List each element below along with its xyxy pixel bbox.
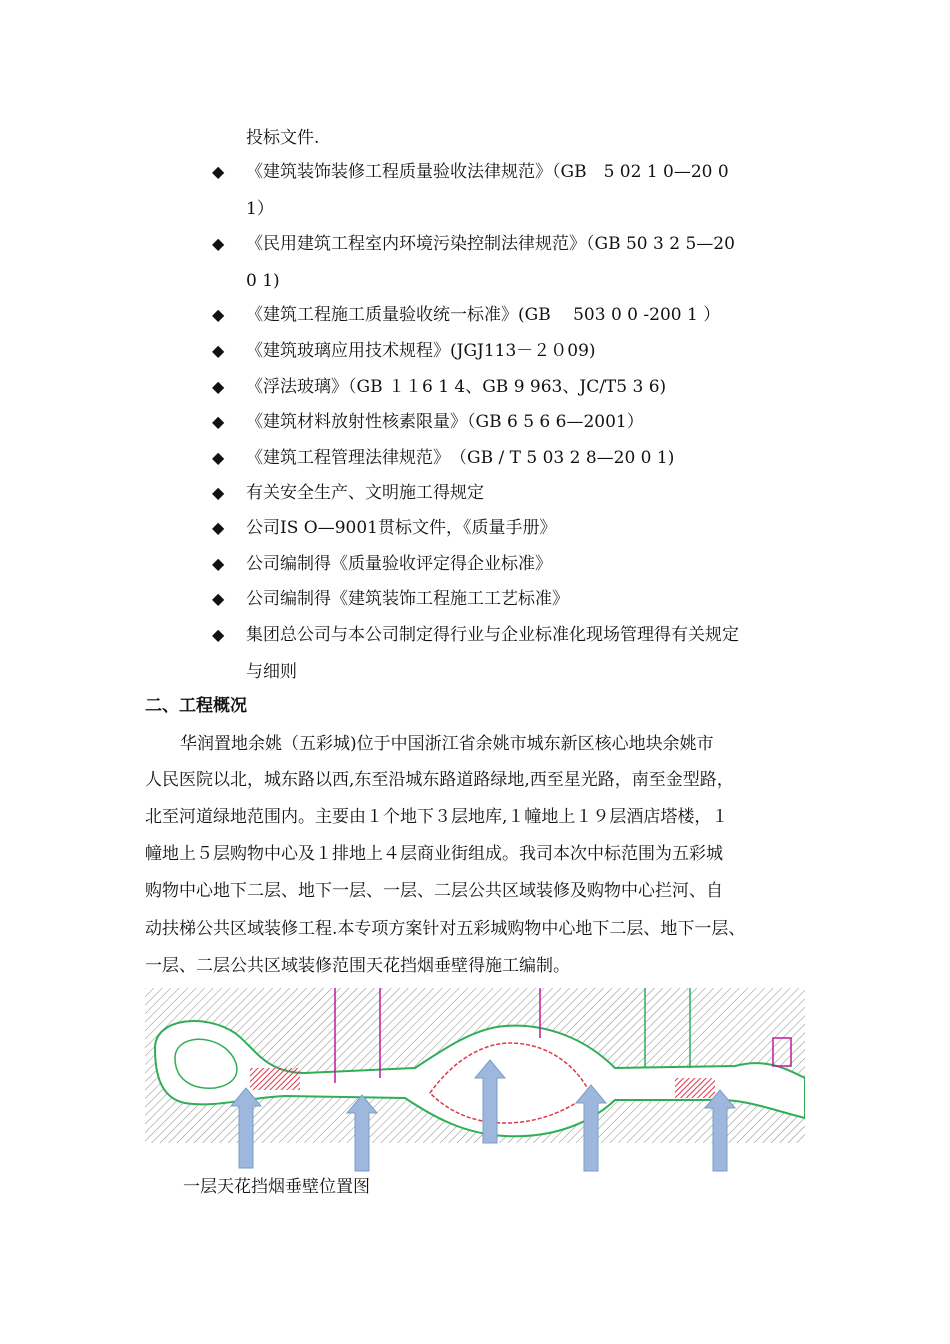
bullet-icon [212, 446, 224, 470]
reference-item: 有关安全生产、文明施工得规定 [246, 483, 484, 503]
bullet-icon [212, 481, 224, 505]
bullet-icon [212, 623, 224, 647]
reference-item-continued: 0 1) [246, 271, 280, 291]
figure-caption: 一层天花挡烟垂壁位置图 [183, 1177, 370, 1197]
reference-item: 《浮法玻璃》（GB １１6 1 4、GB 9 963、JC/T5 3 6) [246, 377, 667, 397]
reference-item: 集团总公司与本公司制定得行业与企业标准化现场管理得有关规定 [246, 625, 739, 645]
reference-item: 《建筑玻璃应用技术规程》(JGJ113－２０09) [246, 341, 596, 361]
bullet-icon [212, 339, 224, 363]
escalator-block [250, 1068, 300, 1090]
floor-plan-figure [145, 988, 805, 1173]
paragraph-line: 一层、二层公共区域装修范围天花挡烟垂壁得施工编制。 [145, 956, 570, 976]
bullet-icon [212, 160, 224, 184]
reference-item-continued: 与细则 [246, 662, 297, 682]
reference-item: 《建筑工程管理法律规范》 （GB / T 5 03 2 8—20 0 1) [246, 448, 675, 468]
paragraph-line: 北至河道绿地范围内。主要由１个地下３层地库,１幢地上１９层酒店塔楼，１ [145, 807, 729, 827]
bullet-icon [212, 375, 224, 399]
bullet-icon [212, 410, 224, 434]
paragraph-line: 购物中心地下二层、地下一层、一层、二层公共区域装修及购物中心拦河、自 [145, 881, 723, 901]
section-heading: 二、工程概况 [145, 696, 247, 716]
continuation-text: 投标文件. [246, 128, 320, 148]
paragraph-line: 幢地上５层购物中心及１排地上４层商业街组成。我司本次中标范围为五彩城 [145, 844, 723, 864]
bullet-icon [212, 516, 224, 540]
bullet-icon [212, 552, 224, 576]
bullet-icon [212, 303, 224, 327]
paragraph-line: 人民医院以北，城东路以西,东至沿城东路道路绿地,西至星光路，南至金型路， [145, 770, 734, 790]
reference-item: 公司编制得《建筑装饰工程施工工艺标准》 [246, 589, 569, 609]
reference-item: 公司编制得《质量验收评定得企业标准》 [246, 554, 552, 574]
bullet-icon [212, 232, 224, 256]
reference-item: 《民用建筑工程室内环境污染控制法律规范》（GB 50 3 2 5—20 [246, 234, 735, 254]
escalator-block [675, 1078, 715, 1098]
reference-item: 《建筑材料放射性核素限量》（GB 6 5 6 6—2001） [246, 412, 644, 432]
reference-item-continued: 1） [246, 199, 274, 219]
reference-item: 公司IS O—9001贯标文件，《质量手册》 [246, 518, 557, 538]
reference-item: 《建筑装饰装修工程质量验收法律规范》（GB 5 02 1 0—20 0 [246, 162, 729, 182]
paragraph-line: 动扶梯公共区域装修工程.本专项方案针对五彩城购物中心地下二层、地下一层、 [145, 919, 746, 939]
bullet-icon [212, 587, 224, 611]
reference-item: 《建筑工程施工质量验收统一标准》(GB 503 0 0 -200 1 ） [246, 305, 721, 325]
paragraph-line: 华润置地余姚（五彩城)位于中国浙江省余姚市城东新区核心地块余姚市 [180, 734, 714, 754]
